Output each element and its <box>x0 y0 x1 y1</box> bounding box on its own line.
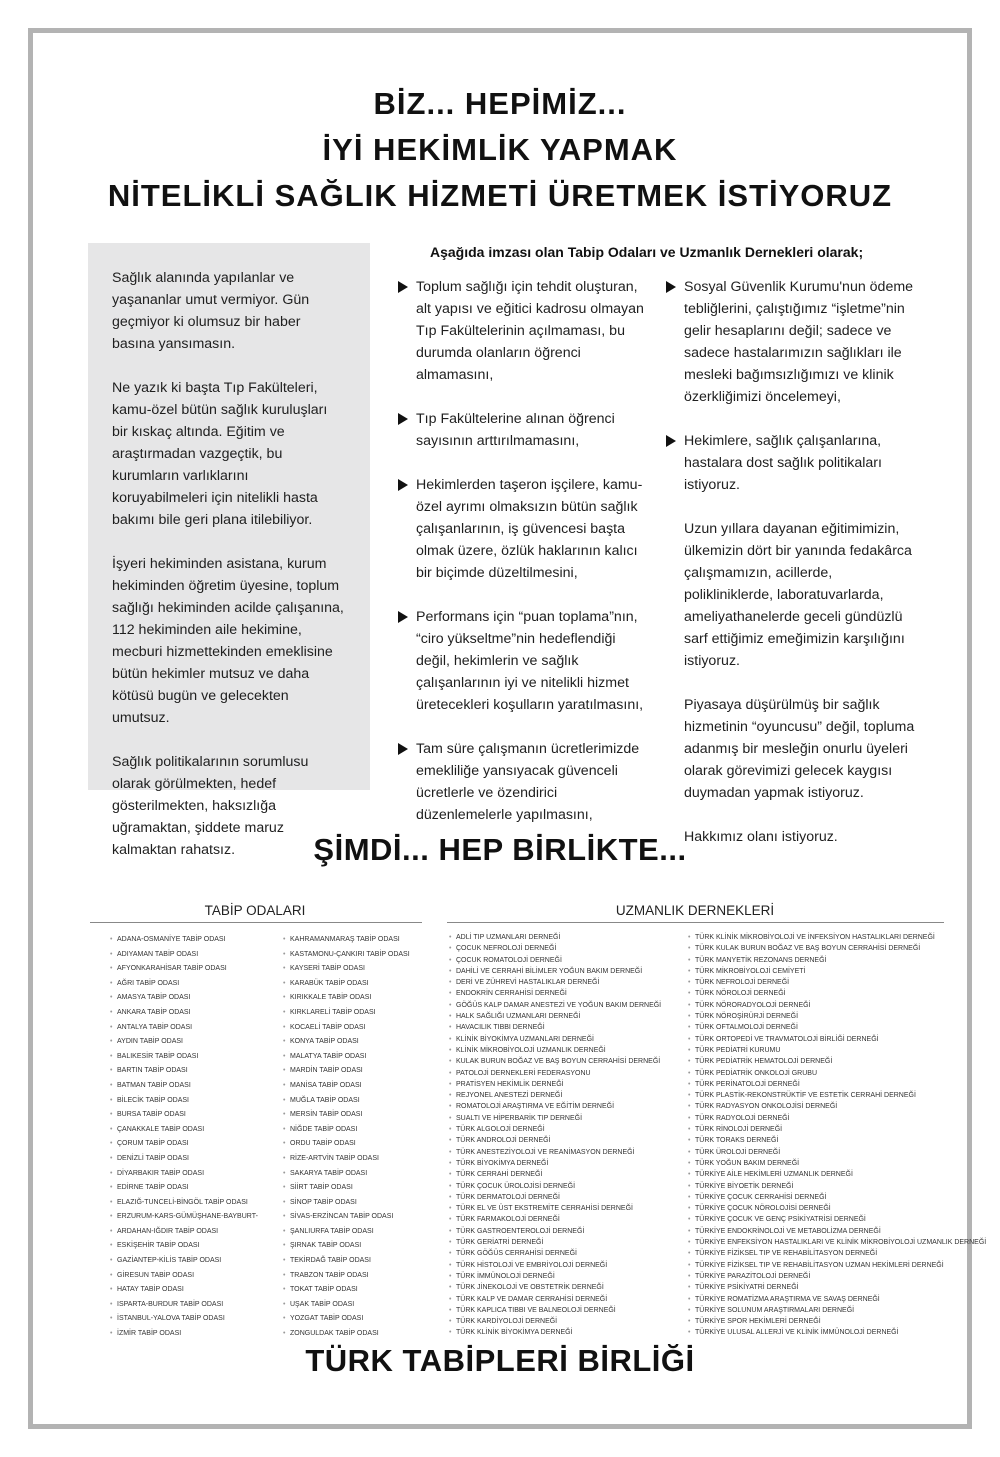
list-item: • AMASYA TABİP ODASI <box>110 991 258 1006</box>
list-item: • TÜRKİYE PARAZİTOLOJİ DERNEĞİ <box>688 1271 986 1282</box>
list-item: • KOCAELİ TABİP ODASI <box>283 1021 410 1036</box>
list-item: • ERZURUM-KARS-GÜMÜŞHANE-BAYBURT- <box>110 1210 258 1225</box>
list-item: • ADLİ TIP UZMANLARI DERNEĞİ <box>449 932 661 943</box>
list-item: • BATMAN TABİP ODASI <box>110 1079 258 1094</box>
divider <box>90 922 422 923</box>
list-item: • ÇORUM TABİP ODASI <box>110 1137 258 1152</box>
list-item: • YOZGAT TABİP ODASI <box>283 1312 410 1327</box>
list-item: • TÜRK PERİNATOLOJİ DERNEĞİ <box>688 1079 986 1090</box>
headline-line-3: NİTELİKLİ SAĞLIK HİZMETİ ÜRETMEK İSTİYORUZ <box>107 178 893 213</box>
list-item: • TÜRK PLASTİK-REKONSTRÜKTİF VE ESTETİK CERRAHİ DERNEĞİ <box>688 1090 986 1101</box>
list-item: • MARDİN TABİP ODASI <box>283 1064 410 1079</box>
list-item: • TÜRK KALP VE DAMAR CERRAHİSİ DERNEĞİ <box>449 1294 661 1305</box>
list-item: • BİLECİK TABİP ODASI <box>110 1094 258 1109</box>
list-item: • TÜRK KLİNİK MİKROBİYOLOJİ VE İNFEKSİYON HASTALIKLARI DERNEĞİ <box>688 932 986 943</box>
list-item: • TÜRK PEDİATRİK ONKOLOJİ GRUBU <box>688 1068 986 1079</box>
uzmanlik-dernekleri-list-1 <box>449 932 661 1339</box>
list-item: • AĞRI TABİP ODASI <box>110 977 258 992</box>
headline-line-2: İYİ HEKİMLİK YAPMAK <box>322 132 678 167</box>
list-item: • TÜRK CERRAHİ DERNEĞİ <box>449 1169 661 1180</box>
uzmanlik-dernekleri-list-2 <box>688 932 986 1339</box>
demand-text: Toplum sağlığı için tehdit oluşturan, alt yapısı ve eğitici kadrosu olmayan Tıp Fakültelerinin açılmaması, bu durumda olanların öğrenci almamasını, <box>416 279 644 383</box>
demand-text: Performans için “puan toplama”nın, “ciro yükseltme”nin hedeflendiği değil, hekimlerin ve sağlık çalışanlarının iyi ve nitelikli hizmet üretecekleri koşulların yaratılmasını, <box>416 609 644 713</box>
list-item: • PRATİSYEN HEKİMLİK DERNEĞİ <box>449 1079 661 1090</box>
list-item: • TÜRK FARMAKOLOJİ DERNEĞİ <box>449 1214 661 1225</box>
list-item: • TÜRKİYE ÇOCUK CERRAHİSİ DERNEĞİ <box>688 1192 986 1203</box>
list-item: • AFYONKARAHİSAR TABİP ODASI <box>110 962 258 977</box>
list-item: • TÜRKİYE ENFEKSİYON HASTALIKLARI VE KLİNİK MİKROBİYOLOJİ UZMANLIK DERNEĞİ <box>688 1237 986 1248</box>
tabip-odalari-list-1 <box>110 933 258 1342</box>
list-item: • KULAK BURUN BOĞAZ VE BAŞ BOYUN CERRAHİSİ DERNEĞİ <box>449 1056 661 1067</box>
list-item: • NİĞDE TABİP ODASI <box>283 1123 410 1138</box>
list-item: • TÜRK DERMATOLOJİ DERNEĞİ <box>449 1192 661 1203</box>
list-item: • KIRKLARELİ TABİP ODASI <box>283 1006 410 1021</box>
list-item: • BARTIN TABİP ODASI <box>110 1064 258 1079</box>
list-item: • SAKARYA TABİP ODASI <box>283 1167 410 1182</box>
demand-item <box>398 738 648 826</box>
list-item: • BALIKESİR TABİP ODASI <box>110 1050 258 1065</box>
list-item: • ÇANAKKALE TABİP ODASI <box>110 1123 258 1138</box>
list-item: • HALK SAĞLIĞI UZMANLARI DERNEĞİ <box>449 1011 661 1022</box>
demand-text: Hekimlere, sağlık çalışanlarına, hastalara dost sağlık politikaları istiyoruz. <box>684 433 882 493</box>
list-item: • MUĞLA TABİP ODASI <box>283 1094 410 1109</box>
demands-left-column <box>398 276 648 848</box>
list-item: • TEKİRDAĞ TABİP ODASI <box>283 1254 410 1269</box>
list-item: • MANİSA TABİP ODASI <box>283 1079 410 1094</box>
list-item: • TÜRK İMMÜNOLOJİ DERNEĞİ <box>449 1271 661 1282</box>
list-item: • TÜRKİYE BİYOETİK DERNEĞİ <box>688 1181 986 1192</box>
list-item: • KLİNİK BİYOKİMYA UZMANLARI DERNEĞİ <box>449 1034 661 1045</box>
triangle-bullet-icon <box>666 435 676 447</box>
list-item: • EDİRNE TABİP ODASI <box>110 1181 258 1196</box>
list-item: • ARDAHAN-IĞDIR TABİP ODASI <box>110 1225 258 1240</box>
list-item: • TÜRK MİKROBİYOLOJİ CEMİYETİ <box>688 966 986 977</box>
list-item: • GİRESUN TABİP ODASI <box>110 1269 258 1284</box>
list-item: • TÜRK GÖĞÜS CERRAHİSİ DERNEĞİ <box>449 1248 661 1259</box>
demand-text: Tam süre çalışmanın ücretlerimizde emekliliğe yansıyacak güvenceli ücretlerle ve özendirici düzenlemelerle yapılmasını, <box>416 741 640 823</box>
list-item: • KARABÜK TABİP ODASI <box>283 977 410 992</box>
list-item: • TÜRK EL VE ÜST EKSTREMİTE CERRAHİSİ DERNEĞİ <box>449 1203 661 1214</box>
list-item: • TÜRK ÜROLOJİ DERNEĞİ <box>688 1147 986 1158</box>
list-item: • KASTAMONU-ÇANKIRI TABİP ODASI <box>283 948 410 963</box>
triangle-bullet-icon <box>666 281 676 293</box>
list-item: • TÜRK TORAKS DERNEĞİ <box>688 1135 986 1146</box>
list-item: • TÜRKİYE FİZİKSEL TIP VE REHABİLİTASYON UZMAN HEKİMLERİ DERNEĞİ <box>688 1260 986 1271</box>
list-item: • KAYSERİ TABİP ODASI <box>283 962 410 977</box>
list-item: • TÜRK YOĞUN BAKIM DERNEĞİ <box>688 1158 986 1169</box>
list-item: • TÜRKİYE ULUSAL ALLERJİ VE KLİNİK İMMÜNOLOJİ DERNEĞİ <box>688 1327 986 1338</box>
demands-right-column <box>666 276 918 870</box>
list-item: • TÜRKİYE ÇOCUK NÖROLOJİSİ DERNEĞİ <box>688 1203 986 1214</box>
demand-text: Sosyal Güvenlik Kurumu'nun ödeme tebliğlerini, çalıştığımız “işletme”nin gelir hesaplarını değil; sadece ve sadece hastalarımızın sağlıkları ile mesleki bağımsızlığımızı ve klinik özerkliğimizi öncelemeyi, <box>684 279 914 405</box>
triangle-bullet-icon <box>398 611 408 623</box>
demand-item <box>666 430 918 496</box>
list-item: • TRABZON TABİP ODASI <box>283 1269 410 1284</box>
sidebar-paragraph: İşyeri hekiminden asistana, kurum hekiminden öğretim üyesine, toplum sağlığı hekiminden acilde çalışanına, 112 hekiminden aile hekimine, mecburi hizmettekinden emeklisine bütün hekimler mutsuz ve daha kötüsü bugün ve gelecekten umutsuz. <box>112 556 344 726</box>
list-item: • TÜRKİYE SPOR HEKİMLERİ DERNEĞİ <box>688 1316 986 1327</box>
list-item: • TÜRK ANESTEZİYOLOJİ VE REANİMASYON DERNEĞİ <box>449 1147 661 1158</box>
list-item: • DERİ VE ZÜHREVİ HASTALIKLAR DERNEĞİ <box>449 977 661 988</box>
list-item: • TÜRK KAPLICA TIBBI VE BALNEOLOJİ DERNEĞİ <box>449 1305 661 1316</box>
list-item: • TÜRK JİNEKOLOJİ VE OBSTETRİK DERNEĞİ <box>449 1282 661 1293</box>
list-item: • İSTANBUL-YALOVA TABİP ODASI <box>110 1312 258 1327</box>
list-item: • TÜRK OFTALMOLOJİ DERNEĞİ <box>688 1022 986 1033</box>
list-item: • KONYA TABİP ODASI <box>283 1035 410 1050</box>
list-item: • MALATYA TABİP ODASI <box>283 1050 410 1065</box>
list-item: • AYDIN TABİP ODASI <box>110 1035 258 1050</box>
intro-statement: Aşağıda imzası olan Tabip Odaları ve Uzmanlık Dernekleri olarak; <box>430 244 864 260</box>
list-item: • ZONGULDAK TABİP ODASI <box>283 1327 410 1342</box>
list-item: • BURSA TABİP ODASI <box>110 1108 258 1123</box>
demand-item <box>398 276 648 386</box>
list-item: • TÜRK NÖRORADYOLOJİ DERNEĞİ <box>688 1000 986 1011</box>
list-item: • RİZE-ARTVİN TABİP ODASI <box>283 1152 410 1167</box>
list-item: • TÜRK ÇOCUK ÜROLOJİSİ DERNEĞİ <box>449 1181 661 1192</box>
list-item: • TÜRK PEDİATRİK HEMATOLOJİ DERNEĞİ <box>688 1056 986 1067</box>
list-item: • DENİZLİ TABİP ODASI <box>110 1152 258 1167</box>
list-item: • ADANA-OSMANİYE TABİP ODASI <box>110 933 258 948</box>
list-item: • GAZİANTEP-KİLİS TABİP ODASI <box>110 1254 258 1269</box>
list-item: • ŞIRNAK TABİP ODASI <box>283 1239 410 1254</box>
slogan: ŞİMDİ... HEP BİRLİKTE... <box>313 832 687 867</box>
closing-paragraph: Piyasaya düşürülmüş bir sağlık hizmetinin “oyuncusu” değil, topluma adanmış bir mesleğin onurlu üyeleri olarak görevimizi gelecek kaygısı duymadan yapmak istiyoruz. <box>684 697 915 801</box>
list-item: • TÜRK KLİNİK BİYOKİMYA DERNEĞİ <box>449 1327 661 1338</box>
list-item: • DİYARBAKIR TABİP ODASI <box>110 1167 258 1182</box>
list-item: • REJYONEL ANESTEZİ DERNEĞİ <box>449 1090 661 1101</box>
list-item: • SİİRT TABİP ODASI <box>283 1181 410 1196</box>
list-item: • PATOLOJİ DERNEKLERİ FEDERASYONU <box>449 1068 661 1079</box>
list-item: • TÜRKİYE ÇOCUK VE GENÇ PSİKİYATRİSİ DERNEĞİ <box>688 1214 986 1225</box>
demand-item <box>398 408 648 452</box>
list-item: • TOKAT TABİP ODASI <box>283 1283 410 1298</box>
organization-signature: TÜRK TABİPLERİ BİRLİĞİ <box>305 1343 695 1378</box>
list-item: • TÜRK NÖROLOJİ DERNEĞİ <box>688 988 986 999</box>
list-item: • TÜRK ORTOPEDİ VE TRAVMATOLOJİ BİRLİĞİ DERNEĞİ <box>688 1034 986 1045</box>
list-item: • ADIYAMAN TABİP ODASI <box>110 948 258 963</box>
list-item: • GÖĞÜS KALP DAMAR ANESTEZİ VE YOĞUN BAKIM DERNEĞİ <box>449 1000 661 1011</box>
tabip-odalari-heading: TABİP ODALARI <box>204 903 306 918</box>
list-item: • HATAY TABİP ODASI <box>110 1283 258 1298</box>
list-item: • TÜRK RADYOLOJİ DERNEĞİ <box>688 1113 986 1124</box>
triangle-bullet-icon <box>398 281 408 293</box>
demand-item <box>398 606 648 716</box>
list-item: • SUALTI VE HİPERBARİK TIP DERNEĞİ <box>449 1113 661 1124</box>
list-item: • TÜRKİYE ROMATİZMA ARAŞTIRMA VE SAVAŞ DERNEĞİ <box>688 1294 986 1305</box>
triangle-bullet-icon <box>398 479 408 491</box>
list-item: • TÜRK RADYASYON ONKOLOJİSİ DERNEĞİ <box>688 1101 986 1112</box>
list-item: • TÜRK GERİATRİ DERNEĞİ <box>449 1237 661 1248</box>
closing-paragraph: Uzun yıllara dayanan eğitimimizin, ülkemizin dört bir yanında fedakârca çalışmamızın, acillerde, polikliniklerde, laboratuvarlarda, ameliyathanelerde geceli gündüzlü sarf ettiğimiz emeğimizin karşılığını istiyoruz. <box>684 521 912 669</box>
list-item: • SİVAS-ERZİNCAN TABİP ODASI <box>283 1210 410 1225</box>
list-item: • HAVACILIK TIBBI DERNEĞİ <box>449 1022 661 1033</box>
list-item: • TÜRKİYE AİLE HEKİMLERİ UZMANLIK DERNEĞİ <box>688 1169 986 1180</box>
demand-text: Tıp Fakültelerine alınan öğrenci sayısının arttırılmamasını, <box>416 411 615 449</box>
demand-item <box>398 474 648 584</box>
list-item: • TÜRK MANYETİK REZONANS DERNEĞİ <box>688 955 986 966</box>
list-item: • TÜRK KULAK BURUN BOĞAZ VE BAŞ BOYUN CERRAHİSİ DERNEĞİ <box>688 943 986 954</box>
list-item: • TÜRK RİNOLOJİ DERNEĞİ <box>688 1124 986 1135</box>
list-item: • ÇOCUK ROMATOLOJİ DERNEĞİ <box>449 955 661 966</box>
tabip-odalari-list-2 <box>283 933 410 1342</box>
list-item: • KAHRAMANMARAŞ TABİP ODASI <box>283 933 410 948</box>
list-item: • TÜRK ANDROLOJİ DERNEĞİ <box>449 1135 661 1146</box>
list-item: • TÜRK KARDİYOLOJİ DERNEĞİ <box>449 1316 661 1327</box>
divider <box>447 922 944 923</box>
list-item: • TÜRKİYE ENDOKRİNOLOJİ VE METABOLİZMA DERNEĞİ <box>688 1226 986 1237</box>
list-item: • ORDU TABİP ODASI <box>283 1137 410 1152</box>
list-item: • TÜRK NEFROLOJİ DERNEĞİ <box>688 977 986 988</box>
list-item: • TÜRK NÖROŞİRÜRJİ DERNEĞİ <box>688 1011 986 1022</box>
list-item: • TÜRK GASTROENTEROLOJİ DERNEĞİ <box>449 1226 661 1237</box>
list-item: • ANTALYA TABİP ODASI <box>110 1021 258 1036</box>
list-item: • TÜRK HİSTOLOJİ VE EMBRİYOLOJİ DERNEĞİ <box>449 1260 661 1271</box>
list-item: • TÜRKİYE SOLUNUM ARAŞTIRMALARI DERNEĞİ <box>688 1305 986 1316</box>
sidebar-paragraph: Sağlık alanında yapılanlar ve yaşananlar umut vermiyor. Gün geçmiyor ki olumsuz bir haber basına yansımasın. <box>112 270 310 352</box>
demand-text: Hekimlerden taşeron işçilere, kamu-özel ayrımı olmaksızın bütün sağlık çalışanlarının, iş güvencesi başta olmak üzere, özlük haklarının kalıcı bir biçimde düzeltilmesini, <box>416 477 643 581</box>
list-item: • ANKARA TABİP ODASI <box>110 1006 258 1021</box>
list-item: • ENDOKRİN CERRAHİSİ DERNEĞİ <box>449 988 661 999</box>
list-item: • UŞAK TABİP ODASI <box>283 1298 410 1313</box>
list-item: • ELAZIĞ-TUNCELİ-BİNGÖL TABİP ODASI <box>110 1196 258 1211</box>
closing-paragraph: Hakkımız olanı istiyoruz. <box>684 829 838 845</box>
headline-line-1: BİZ... HEPİMİZ... <box>373 86 627 121</box>
list-item: • DAHİLİ VE CERRAHİ BİLİMLER YOĞUN BAKIM DERNEĞİ <box>449 966 661 977</box>
uzmanlik-dernekleri-heading: UZMANLIK DERNEKLERİ <box>615 903 775 918</box>
list-item: • ISPARTA-BURDUR TABİP ODASI <box>110 1298 258 1313</box>
list-item: • MERSİN TABİP ODASI <box>283 1108 410 1123</box>
list-item: • ÇOCUK NEFROLOJİ DERNEĞİ <box>449 943 661 954</box>
demand-item <box>666 276 918 408</box>
sidebar-paragraph: Sağlık politikalarının sorumlusu olarak görülmekten, hedef gösterilmekten, haksızlığa uğramaktan, şiddete maruz kalmaktan rahatsız. <box>112 754 309 858</box>
list-item: • TÜRKİYE PSİKİYATRİ DERNEĞİ <box>688 1282 986 1293</box>
list-item: • İZMİR TABİP ODASI <box>110 1327 258 1342</box>
sidebar-text-box <box>88 243 370 858</box>
list-item: • ŞANLIURFA TABİP ODASI <box>283 1225 410 1240</box>
list-item: • KIRIKKALE TABİP ODASI <box>283 991 410 1006</box>
triangle-bullet-icon <box>398 413 408 425</box>
list-item: • TÜRK PEDİATRİ KURUMU <box>688 1045 986 1056</box>
list-item: • ROMATOLOJİ ARAŞTIRMA VE EĞİTİM DERNEĞİ <box>449 1101 661 1112</box>
sidebar-paragraph: Ne yazık ki başta Tıp Fakülteleri, kamu-özel bütün sağlık kuruluşları bir kıskaç altında. Eğitim ve araştırmadan vazgeçtik, bu kurumların varlıklarını koruyabilmeleri için nitelikli hasta bakımı bile geri plana itilebiliyor. <box>112 380 328 528</box>
list-item: • TÜRK BİYOKİMYA DERNEĞİ <box>449 1158 661 1169</box>
triangle-bullet-icon <box>398 743 408 755</box>
list-item: • ESKİŞEHİR TABİP ODASI <box>110 1239 258 1254</box>
list-item: • SİNOP TABİP ODASI <box>283 1196 410 1211</box>
list-item: • KLİNİK MİKROBİYOLOJİ UZMANLIK DERNEĞİ <box>449 1045 661 1056</box>
list-item: • TÜRK ALGOLOJİ DERNEĞİ <box>449 1124 661 1135</box>
list-item: • TÜRKİYE FİZİKSEL TIP VE REHABİLİTASYON DERNEĞİ <box>688 1248 986 1259</box>
